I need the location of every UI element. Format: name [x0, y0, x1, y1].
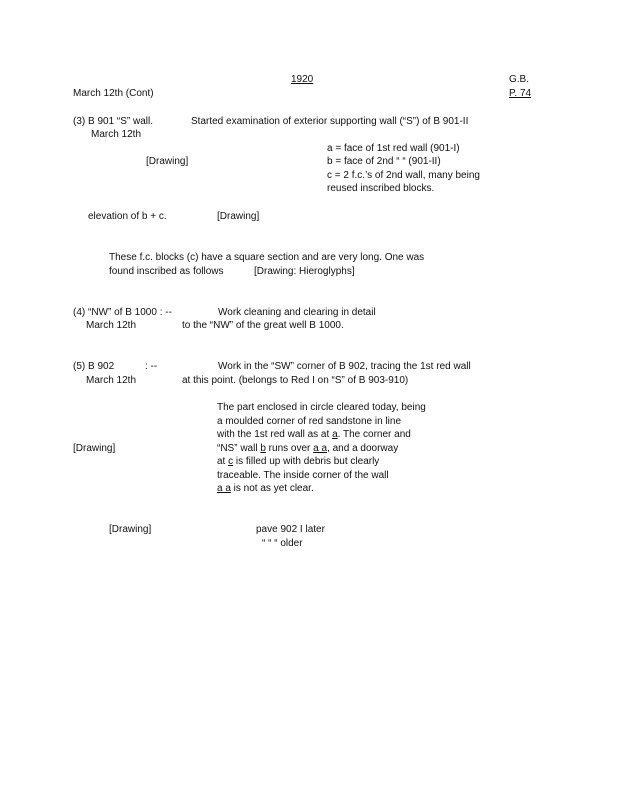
pave-line-2: “ “ “ older: [262, 538, 303, 549]
entry-3-drawing: [Drawing]: [146, 156, 189, 167]
initials: G.B.: [509, 74, 530, 85]
legend-c: c = 2 f.c.’s of 2nd wall, many being: [327, 170, 480, 181]
entry-3-text: Started examination of exterior supporting wall (“S”) of B 901-II: [191, 116, 469, 127]
elevation-drawing: [Drawing]: [217, 211, 260, 222]
entry-4-date: March 12th: [86, 320, 137, 331]
legend-b: b = face of 2nd “ “ (901-II): [327, 156, 441, 167]
date-line: March 12th (Cont): [73, 88, 154, 99]
page-number: P. 74: [509, 88, 532, 99]
hieroglyph-drawing: [Drawing: Hieroglyphs]: [254, 266, 355, 277]
desc-line-6: traceable. The inside corner of the wall: [217, 470, 389, 481]
desc-line-3: with the 1st red wall as at a. The corner and: [217, 429, 411, 440]
pave-line-1: pave 902 I later: [256, 524, 325, 535]
entry-5-text-1: Work in the “SW” corner of B 902, tracing the 1st red wall: [218, 361, 471, 372]
desc-line-7: a a is not as yet clear.: [217, 483, 314, 494]
desc-line-4: “NS” wall b runs over a a, and a doorway: [217, 443, 399, 454]
entry-4-text-1: Work cleaning and clearing in detail: [218, 307, 376, 318]
entry-3-date: March 12th: [91, 129, 142, 140]
entry-5-drawing: [Drawing]: [73, 443, 116, 454]
desc-line-2: a moulded corner of red sandstone in line: [217, 416, 402, 427]
entry-5-label: (5) B 902: [73, 361, 115, 372]
entry-5-dash: : --: [145, 361, 158, 372]
legend-c-cont: reused inscribed blocks.: [327, 183, 435, 194]
entry-5-text-2: at this point. (belongs to Red I on “S” of B 903-910): [182, 375, 409, 386]
desc-line-5: at c is filled up with debris but clearly: [217, 456, 380, 467]
entry-4-label: (4) “NW” of B 1000 : --: [73, 307, 172, 318]
desc-line-1: The part enclosed in circle cleared today, being: [217, 402, 426, 413]
entry-5-drawing-2: [Drawing]: [109, 524, 152, 535]
entry-3-label: (3) B 901 “S” wall.: [73, 116, 154, 127]
legend-a: a = face of 1st red wall (901-I): [327, 143, 460, 154]
note-line-2: found inscribed as follows: [109, 266, 224, 277]
note-line-1: These f.c. blocks (c) have a square section and are very long. One was: [109, 252, 425, 263]
year-heading: 1920: [291, 74, 314, 85]
entry-4-text-2: to the “NW” of the great well B 1000.: [182, 320, 344, 331]
entry-5-date: March 12th: [86, 375, 137, 386]
elevation-label: elevation of b + c.: [88, 211, 167, 222]
